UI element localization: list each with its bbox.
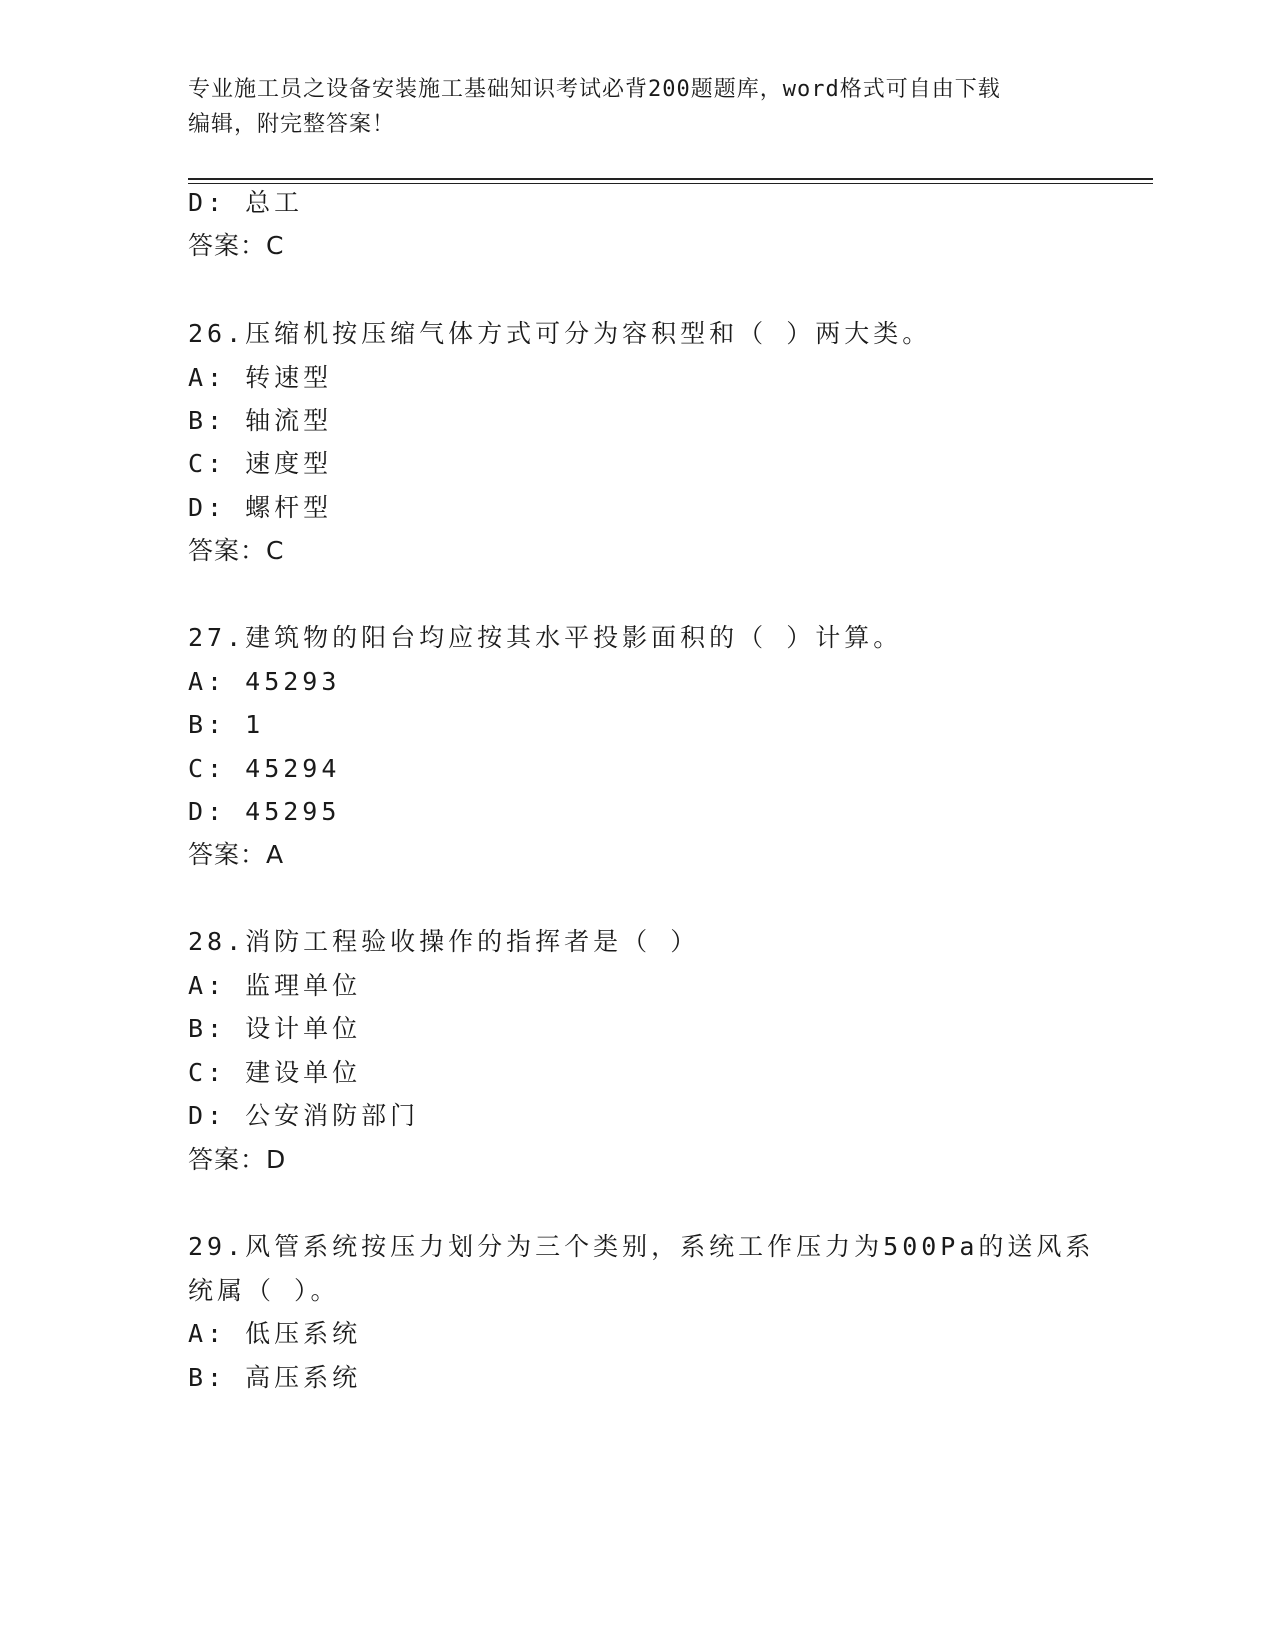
q29-option-b: B: 高压系统	[188, 1363, 362, 1392]
q26-option-a: A: 转速型	[188, 363, 333, 392]
q28-option-d: D: 公安消防部门	[188, 1101, 420, 1130]
q29-option-a: A: 低压系统	[188, 1319, 362, 1348]
header-title-line2: 编辑，附完整答案！	[188, 112, 396, 137]
prev-answer: 答案：C	[188, 231, 285, 260]
q27-option-a: A: 45293	[188, 667, 341, 696]
header-title-line1: 专业施工员之设备安装施工基础知识考试必背200题题库，word格式可自由下载	[188, 77, 1001, 102]
q28-answer: 答案：D	[188, 1145, 287, 1174]
q29-question-line1: 29.风管系统按压力划分为三个类别，系统工作压力为500Pa的送风系	[188, 1232, 1095, 1261]
q27-answer: 答案：A	[188, 840, 285, 869]
q28-option-b: B: 设计单位	[188, 1014, 362, 1043]
header-divider-thin	[188, 183, 1153, 184]
q26-question: 26.压缩机按压缩气体方式可分为容积型和（ ）两大类。	[188, 319, 932, 348]
q28-question: 28.消防工程验收操作的指挥者是（ ）	[188, 927, 700, 956]
q26-answer: 答案：C	[188, 536, 285, 565]
prev-option-d: D: 总工	[188, 188, 304, 217]
q27-question: 27.建筑物的阳台均应按其水平投影面积的（ ）计算。	[188, 623, 903, 652]
document-header	[188, 72, 1088, 142]
q27-option-d: D: 45295	[188, 797, 341, 826]
q29-question-line2: 统属（ ）。	[188, 1276, 340, 1305]
q26-option-b: B: 轴流型	[188, 406, 333, 435]
q27-option-c: C: 45294	[188, 754, 341, 783]
q27-option-b: B: 1	[188, 710, 265, 739]
q28-option-a: A: 监理单位	[188, 971, 362, 1000]
q26-option-d: D: 螺杆型	[188, 493, 333, 522]
q26-option-c: C: 速度型	[188, 449, 333, 478]
q28-option-c: C: 建设单位	[188, 1058, 362, 1087]
header-divider-thick	[188, 178, 1153, 180]
